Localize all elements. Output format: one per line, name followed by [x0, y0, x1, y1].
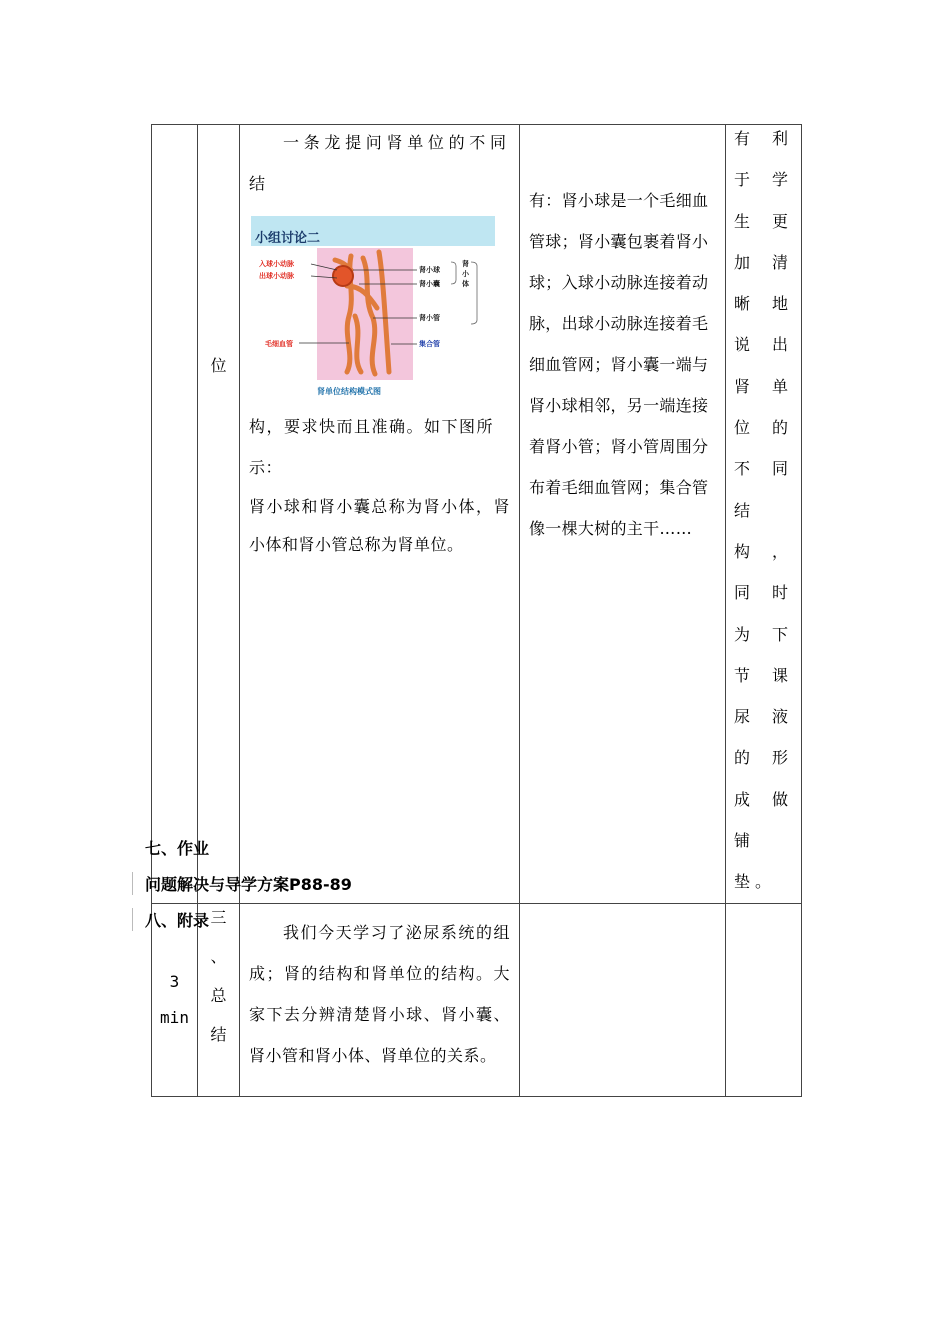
nephron-diagram	[251, 216, 495, 402]
table-row-summary	[152, 903, 802, 1096]
stage-cell	[198, 125, 240, 904]
homework-item: 问题解决与导学方案P88-89	[132, 872, 352, 895]
design-intent-cell	[726, 125, 802, 904]
time-cell	[152, 903, 198, 1096]
teacher-activity-cell	[240, 903, 520, 1096]
stage-label: 三 、 总 结	[210, 907, 227, 1044]
glomerulus	[333, 266, 353, 286]
teacher-activity-cell	[240, 125, 520, 904]
appendix-heading: 八、附录	[132, 908, 209, 931]
summary-text: 我们今天学习了泌尿系统的组成；肾的结构和肾单位的结构。大家下去分辨清楚肾小球、肾小囊、肾小管和肾小体、肾单位的关系。	[249, 922, 510, 1065]
time-value: 3	[169, 971, 180, 991]
time-unit: min	[160, 1007, 189, 1027]
teacher-text-line: 示：	[249, 458, 283, 477]
homework-heading: 七、作业	[145, 839, 210, 858]
diagram-banner-text: 小组讨论二	[255, 231, 321, 246]
teacher-text-line: 构，要求快而且准确。如下图所	[249, 417, 495, 436]
table-row-nephron	[152, 125, 802, 904]
label-renal-corpuscle-3: 体	[462, 280, 469, 288]
time-cell	[152, 125, 198, 904]
student-activity-cell	[520, 903, 726, 1096]
design-intent-text: 有利于学生更加清晰地说出肾单位的不同结构，同时为下节课尿液的形成做铺垫。	[734, 129, 793, 892]
label-renal-corpuscle-2: 小	[462, 270, 469, 278]
lesson-plan-table	[151, 124, 802, 1097]
design-intent-cell	[726, 903, 802, 1096]
student-text: 有：肾小球是一个毛细血管球；肾小囊包裹着肾小球；入球小动脉连接着动脉，出球小动脉连接着毛细血管网；肾小囊一端与肾小球相邻，另一端连接着肾小管；肾小管周围分布着毛细血管网；集合管像一棵大树的主干……	[529, 191, 709, 538]
label-renal-corpuscle-1: 肾	[462, 260, 469, 268]
stage-label: 位	[210, 356, 227, 375]
teacher-summary: 肾小球和肾小囊总称为肾小体，肾小体和肾小管总称为肾单位。	[249, 497, 510, 554]
label-afferent: 入球小动脉	[259, 260, 294, 268]
label-collecting-duct: 集合管	[419, 340, 440, 348]
student-activity-cell	[520, 125, 726, 904]
label-capsule: 肾小囊	[419, 280, 440, 288]
label-capillary: 毛细血管	[265, 340, 293, 348]
label-glomerulus: 肾小球	[419, 266, 440, 274]
teacher-text-line: 一条龙提问肾单位的不同结	[249, 133, 510, 193]
stage-cell	[198, 903, 240, 1096]
diagram-caption: 肾单位结构模式图	[317, 387, 381, 396]
label-efferent: 出球小动脉	[259, 272, 294, 280]
label-tubule: 肾小管	[419, 314, 440, 322]
